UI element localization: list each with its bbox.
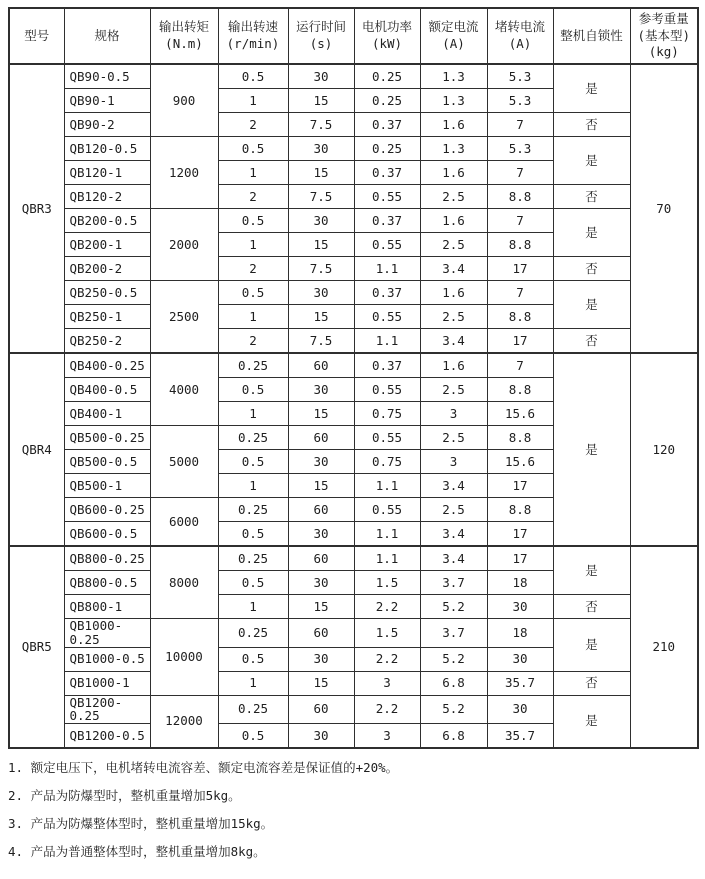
cell-power: 1.1 — [354, 474, 420, 498]
cell-self_lock: 否 — [553, 113, 630, 137]
cell-power: 2.2 — [354, 695, 420, 724]
footnote: 1. 额定电压下，电机堵转电流容差、额定电流容差是保证值的+20%。 — [8, 760, 399, 775]
cell-time: 60 — [288, 619, 354, 648]
cell-locked_current: 30 — [487, 595, 553, 619]
column-header-rated_current — [420, 8, 487, 64]
cell-speed: 0.5 — [218, 378, 288, 402]
cell-power: 0.55 — [354, 426, 420, 450]
cell-locked_current: 15.6 — [487, 402, 553, 426]
cell-time: 7.5 — [288, 329, 354, 354]
cell-speed: 2 — [218, 329, 288, 354]
table-row — [9, 595, 698, 619]
table-row — [9, 619, 698, 648]
cell-power: 3 — [354, 724, 420, 749]
header-row — [9, 8, 698, 64]
column-header-label: 堵转电流 — [494, 19, 545, 35]
cell-locked_current: 18 — [487, 619, 553, 648]
cell-locked_current: 17 — [487, 329, 553, 354]
cell-rated_current: 1.3 — [420, 64, 487, 89]
cell-locked_current: 17 — [487, 257, 553, 281]
cell-speed: 1 — [218, 402, 288, 426]
cell-locked_current: 8.8 — [487, 185, 553, 209]
cell-rated_current: 2.5 — [420, 185, 487, 209]
column-header-weight — [630, 8, 698, 64]
spec-table — [8, 7, 699, 749]
cell-speed: 0.25 — [218, 498, 288, 522]
cell-spec: QB1000-1 — [64, 671, 150, 695]
cell-power: 0.25 — [354, 137, 420, 161]
cell-time: 15 — [288, 474, 354, 498]
table-row — [9, 281, 698, 305]
cell-time: 30 — [288, 450, 354, 474]
column-header-spec — [64, 8, 150, 64]
cell-speed: 0.25 — [218, 353, 288, 378]
cell-power: 0.25 — [354, 89, 420, 113]
cell-spec: QB1000-0.5 — [64, 647, 150, 671]
cell-time: 15 — [288, 671, 354, 695]
cell-locked_current: 8.8 — [487, 426, 553, 450]
cell-time: 7.5 — [288, 113, 354, 137]
cell-locked_current: 5.3 — [487, 64, 553, 89]
cell-torque: 1200 — [150, 137, 218, 209]
cell-spec: QB200-2 — [64, 257, 150, 281]
cell-rated_current: 3.4 — [420, 522, 487, 547]
column-header-unit: (N.m) — [165, 36, 203, 51]
table-row — [9, 671, 698, 695]
cell-torque: 2500 — [150, 281, 218, 354]
cell-spec: QB400-1 — [64, 402, 150, 426]
cell-time: 7.5 — [288, 185, 354, 209]
cell-self_lock: 否 — [553, 671, 630, 695]
cell-rated_current: 2.5 — [420, 498, 487, 522]
footnote: 2. 产品为防爆型时，整机重量增加5kg。 — [8, 788, 241, 803]
cell-speed: 0.5 — [218, 571, 288, 595]
cell-speed: 0.25 — [218, 426, 288, 450]
cell-power: 0.55 — [354, 233, 420, 257]
cell-rated_current: 1.6 — [420, 113, 487, 137]
table-row — [9, 185, 698, 209]
cell-spec: QB500-0.25 — [64, 426, 150, 450]
cell-time: 30 — [288, 137, 354, 161]
cell-locked_current: 30 — [487, 647, 553, 671]
cell-spec: QB800-0.5 — [64, 571, 150, 595]
cell-locked_current: 7 — [487, 161, 553, 185]
cell-locked_current: 18 — [487, 571, 553, 595]
cell-locked_current: 7 — [487, 353, 553, 378]
cell-time: 60 — [288, 426, 354, 450]
column-header-label: 规格 — [94, 27, 120, 43]
cell-speed: 2 — [218, 113, 288, 137]
cell-time: 30 — [288, 64, 354, 89]
cell-power: 0.37 — [354, 161, 420, 185]
cell-speed: 0.5 — [218, 281, 288, 305]
cell-locked_current: 7 — [487, 209, 553, 233]
cell-weight: 210 — [630, 546, 698, 748]
cell-spec: QB800-1 — [64, 595, 150, 619]
table-row — [9, 209, 698, 233]
cell-model: QBR3 — [9, 64, 64, 353]
cell-locked_current: 5.3 — [487, 137, 553, 161]
cell-rated_current: 5.2 — [420, 595, 487, 619]
cell-rated_current: 3 — [420, 450, 487, 474]
cell-rated_current: 3.4 — [420, 474, 487, 498]
cell-locked_current: 17 — [487, 522, 553, 547]
cell-model: QBR5 — [9, 546, 64, 748]
cell-rated_current: 1.6 — [420, 353, 487, 378]
cell-rated_current: 3 — [420, 402, 487, 426]
column-header-label: 整机自锁性 — [560, 27, 623, 43]
cell-locked_current: 17 — [487, 474, 553, 498]
column-header-unit: (kg) — [648, 44, 679, 60]
cell-spec: QB250-1 — [64, 305, 150, 329]
cell-torque: 4000 — [150, 353, 218, 426]
cell-locked_current: 8.8 — [487, 233, 553, 257]
cell-spec: QB200-1 — [64, 233, 150, 257]
cell-time: 15 — [288, 89, 354, 113]
cell-rated_current: 3.4 — [420, 329, 487, 354]
cell-spec: QB120-0.5 — [64, 137, 150, 161]
cell-rated_current: 1.3 — [420, 89, 487, 113]
cell-spec: QB250-2 — [64, 329, 150, 354]
cell-time: 30 — [288, 378, 354, 402]
cell-self_lock: 是 — [553, 209, 630, 257]
cell-speed: 1 — [218, 305, 288, 329]
cell-time: 30 — [288, 647, 354, 671]
cell-power: 0.37 — [354, 113, 420, 137]
table-row — [9, 329, 698, 354]
table-row — [9, 695, 698, 724]
cell-spec: QB800-0.25 — [64, 546, 150, 571]
cell-speed: 1 — [218, 89, 288, 113]
cell-spec: QB1000-0.25 — [64, 619, 150, 648]
cell-model: QBR4 — [9, 353, 64, 546]
cell-rated_current: 3.7 — [420, 571, 487, 595]
table-row — [9, 137, 698, 161]
cell-time: 60 — [288, 498, 354, 522]
cell-spec: QB250-0.5 — [64, 281, 150, 305]
cell-spec: QB90-0.5 — [64, 64, 150, 89]
cell-time: 15 — [288, 595, 354, 619]
cell-speed: 0.5 — [218, 209, 288, 233]
column-header-unit: (A) — [442, 36, 465, 51]
cell-power: 1.1 — [354, 257, 420, 281]
column-header-speed — [218, 8, 288, 64]
cell-speed: 1 — [218, 671, 288, 695]
column-header-unit: (kW) — [371, 36, 403, 51]
cell-power: 0.37 — [354, 353, 420, 378]
cell-time: 30 — [288, 281, 354, 305]
cell-speed: 0.25 — [218, 619, 288, 648]
cell-weight: 120 — [630, 353, 698, 546]
cell-locked_current: 5.3 — [487, 89, 553, 113]
footnote: 4. 产品为普通整体型时，整机重量增加8kg。 — [8, 844, 266, 859]
cell-locked_current: 30 — [487, 695, 553, 724]
cell-power: 0.55 — [354, 498, 420, 522]
column-header-power — [354, 8, 420, 64]
cell-power: 2.2 — [354, 647, 420, 671]
cell-rated_current: 2.5 — [420, 426, 487, 450]
table-row — [9, 353, 698, 378]
cell-power: 1.1 — [354, 546, 420, 571]
cell-weight: 70 — [630, 64, 698, 353]
cell-locked_current: 8.8 — [487, 498, 553, 522]
cell-self_lock: 否 — [553, 257, 630, 281]
column-header-model — [9, 8, 64, 64]
cell-speed: 0.5 — [218, 522, 288, 547]
cell-time: 30 — [288, 724, 354, 749]
cell-locked_current: 35.7 — [487, 671, 553, 695]
cell-speed: 2 — [218, 257, 288, 281]
cell-rated_current: 3.7 — [420, 619, 487, 648]
cell-self_lock: 否 — [553, 329, 630, 354]
column-header-label: 输出转矩 — [158, 19, 209, 35]
cell-spec: QB90-2 — [64, 113, 150, 137]
cell-power: 1.5 — [354, 619, 420, 648]
cell-speed: 1 — [218, 233, 288, 257]
column-header-label: 型号 — [24, 27, 50, 43]
cell-spec: QB400-0.25 — [64, 353, 150, 378]
column-header-torque — [150, 8, 218, 64]
cell-spec: QB1200-0.25 — [64, 695, 150, 724]
cell-rated_current: 3.4 — [420, 257, 487, 281]
cell-time: 30 — [288, 209, 354, 233]
column-header-label: 运行时间 — [295, 19, 346, 35]
cell-spec: QB600-0.5 — [64, 522, 150, 547]
cell-power: 0.55 — [354, 305, 420, 329]
cell-time: 60 — [288, 353, 354, 378]
cell-rated_current: 2.5 — [420, 378, 487, 402]
cell-self_lock: 是 — [553, 64, 630, 113]
cell-power: 0.55 — [354, 378, 420, 402]
cell-speed: 0.5 — [218, 137, 288, 161]
cell-locked_current: 17 — [487, 546, 553, 571]
column-header-label: 额定电流 — [428, 19, 479, 35]
cell-torque: 5000 — [150, 426, 218, 498]
cell-spec: QB120-2 — [64, 185, 150, 209]
cell-speed: 0.25 — [218, 695, 288, 724]
cell-rated_current: 1.6 — [420, 281, 487, 305]
column-header-label: 输出转速 — [227, 19, 278, 35]
cell-time: 15 — [288, 161, 354, 185]
cell-spec: QB200-0.5 — [64, 209, 150, 233]
cell-power: 0.75 — [354, 450, 420, 474]
cell-power: 3 — [354, 671, 420, 695]
column-header-unit: (基本型) — [637, 27, 691, 43]
cell-torque: 12000 — [150, 695, 218, 748]
cell-rated_current: 5.2 — [420, 647, 487, 671]
cell-time: 15 — [288, 233, 354, 257]
cell-spec: QB90-1 — [64, 89, 150, 113]
cell-locked_current: 15.6 — [487, 450, 553, 474]
cell-spec: QB500-0.5 — [64, 450, 150, 474]
cell-power: 1.5 — [354, 571, 420, 595]
cell-spec: QB600-0.25 — [64, 498, 150, 522]
cell-self_lock: 是 — [553, 546, 630, 595]
column-header-self_lock — [553, 8, 630, 64]
cell-power: 0.37 — [354, 209, 420, 233]
cell-rated_current: 6.8 — [420, 671, 487, 695]
cell-power: 0.75 — [354, 402, 420, 426]
column-header-label: 电机功率 — [361, 19, 412, 35]
cell-rated_current: 1.3 — [420, 137, 487, 161]
cell-power: 1.1 — [354, 329, 420, 354]
cell-rated_current: 3.4 — [420, 546, 487, 571]
table-row — [9, 113, 698, 137]
cell-time: 60 — [288, 695, 354, 724]
cell-torque: 2000 — [150, 209, 218, 281]
cell-locked_current: 7 — [487, 281, 553, 305]
footnote: 3. 产品为防爆整体型时，整机重量增加15kg。 — [8, 816, 274, 831]
cell-power: 0.55 — [354, 185, 420, 209]
cell-rated_current: 1.6 — [420, 209, 487, 233]
cell-locked_current: 35.7 — [487, 724, 553, 749]
cell-torque: 10000 — [150, 619, 218, 696]
cell-self_lock: 是 — [553, 353, 630, 546]
cell-rated_current: 1.6 — [420, 161, 487, 185]
cell-locked_current: 7 — [487, 113, 553, 137]
cell-time: 15 — [288, 305, 354, 329]
cell-time: 7.5 — [288, 257, 354, 281]
cell-rated_current: 2.5 — [420, 305, 487, 329]
cell-rated_current: 2.5 — [420, 233, 487, 257]
cell-torque: 900 — [150, 64, 218, 137]
cell-power: 2.2 — [354, 595, 420, 619]
cell-self_lock: 是 — [553, 281, 630, 329]
cell-speed: 0.5 — [218, 64, 288, 89]
cell-self_lock: 是 — [553, 695, 630, 748]
cell-speed: 0.25 — [218, 546, 288, 571]
column-header-locked_current — [487, 8, 553, 64]
cell-speed: 0.5 — [218, 724, 288, 749]
cell-self_lock: 是 — [553, 137, 630, 185]
cell-speed: 1 — [218, 595, 288, 619]
cell-self_lock: 否 — [553, 185, 630, 209]
cell-speed: 1 — [218, 474, 288, 498]
cell-rated_current: 5.2 — [420, 695, 487, 724]
cell-spec: QB500-1 — [64, 474, 150, 498]
cell-self_lock: 是 — [553, 619, 630, 672]
cell-speed: 0.5 — [218, 647, 288, 671]
column-header-unit: (s) — [309, 36, 333, 51]
cell-spec: QB400-0.5 — [64, 378, 150, 402]
cell-locked_current: 8.8 — [487, 378, 553, 402]
column-header-label: 参考重量 — [638, 10, 689, 26]
footnotes — [8, 749, 697, 859]
column-header-time — [288, 8, 354, 64]
column-header-unit: (r/min) — [226, 36, 280, 51]
cell-time: 30 — [288, 522, 354, 547]
cell-spec: QB1200-0.5 — [64, 724, 150, 749]
cell-torque: 8000 — [150, 546, 218, 619]
cell-power: 1.1 — [354, 522, 420, 547]
cell-power: 0.37 — [354, 281, 420, 305]
cell-self_lock: 否 — [553, 595, 630, 619]
cell-time: 30 — [288, 571, 354, 595]
cell-speed: 1 — [218, 161, 288, 185]
cell-torque: 6000 — [150, 498, 218, 547]
cell-rated_current: 6.8 — [420, 724, 487, 749]
spec-table-body — [9, 64, 698, 748]
cell-speed: 2 — [218, 185, 288, 209]
cell-power: 0.25 — [354, 64, 420, 89]
cell-time: 60 — [288, 546, 354, 571]
cell-speed: 0.5 — [218, 450, 288, 474]
table-row — [9, 64, 698, 89]
table-row — [9, 546, 698, 571]
cell-locked_current: 8.8 — [487, 305, 553, 329]
cell-time: 15 — [288, 402, 354, 426]
column-header-unit: (A) — [508, 36, 532, 51]
cell-spec: QB120-1 — [64, 161, 150, 185]
table-row — [9, 257, 698, 281]
